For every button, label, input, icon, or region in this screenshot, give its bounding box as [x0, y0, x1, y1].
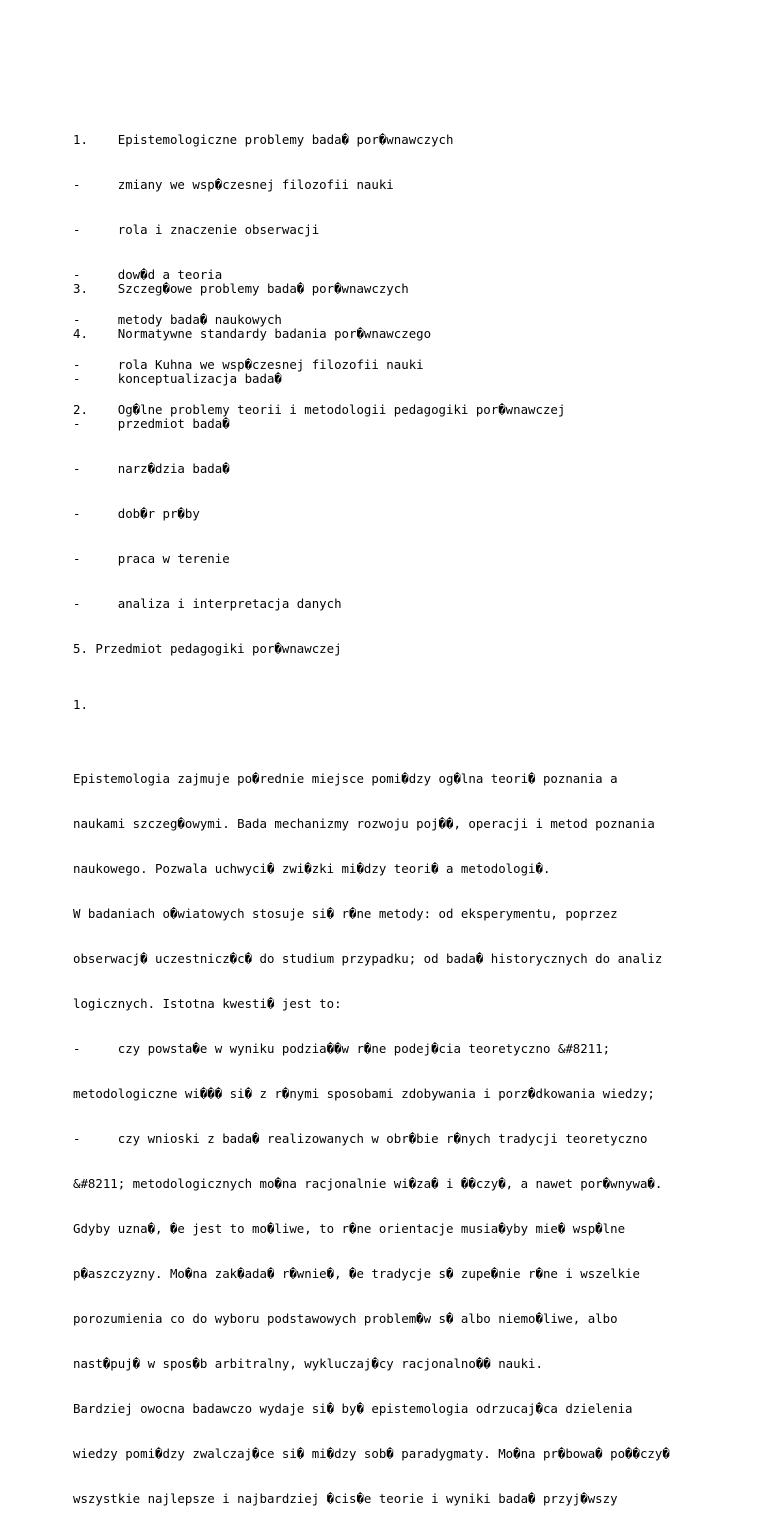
body-line: p�aszczyzny. Mo�na zak�ada� r�wnie�, �e tradycje s� zupe�nie r�ne i wszelkie [73, 1266, 640, 1281]
body-line: W badaniach o�wiatowych stosuje si� r�ne metody: od eksperymentu, poprzez [73, 906, 618, 921]
outline-item: 5. Przedmiot pedagogiki por�wnawczej [73, 641, 342, 656]
body-line: metodologiczne wi��� si� z r�nymi sposobami zdobywania i porz�dkowania wiedzy; [73, 1086, 655, 1101]
outline-item: - analiza i interpretacja danych [73, 596, 342, 611]
outline-item: - praca w terenie [73, 551, 230, 566]
body-line: Bardziej owocna badawczo wydaje si� by� epistemologia odrzucaj�ca dzielenia [73, 1401, 633, 1416]
outline-item: - dob�r pr�by [73, 506, 200, 521]
outline-item: 4. Normatywne standardy badania por�wnawczego [73, 326, 432, 341]
body-line: - czy powsta�e w wyniku podzia��w r�ne podej�cia teoretyczno &#8211; [73, 1041, 611, 1056]
outline-item: - rola i znaczenie obserwacji [73, 222, 320, 237]
outline-item: - metody bada� naukowych [73, 312, 282, 327]
body-line: naukowego. Pozwala uchwyci� zwi�zki mi�dzy teori� a metodologi�. [73, 861, 551, 876]
outline-item: - narz�dzia bada� [73, 461, 230, 476]
body-line: porozumienia co do wyboru podstawowych problem�w s� albo niemo�liwe, albo [73, 1311, 618, 1326]
body-line: - czy wnioski z bada� realizowanych w obr�bie r�nych tradycji teoretyczno [73, 1131, 648, 1146]
outline-item: - zmiany we wsp�czesnej filozofii nauki [73, 177, 394, 192]
section-number: 1. [73, 697, 88, 712]
body-line: wszystkie najlepsze i najbardziej �cis�e teorie i wyniki bada� przyj�wszy [73, 1491, 618, 1506]
body-line: &#8211; metodologicznych mo�na racjonalnie wi�za� i ��czy�, a nawet por�wnywa�. [73, 1176, 663, 1191]
body-text [73, 741, 670, 1536]
outline-middle [73, 251, 431, 686]
outline-item: - dow�d a teoria [73, 267, 223, 282]
body-line: naukami szczeg�owymi. Bada mechanizmy rozwoju poj��, operacji i metod poznania [73, 816, 655, 831]
outline-item: - konceptualizacja bada� [73, 371, 282, 386]
outline-item: 3. Szczeg�owe problemy bada� por�wnawczych [73, 281, 409, 296]
outline-item: - rola Kuhna we wsp�czesnej filozofii nauki [73, 357, 424, 372]
body-line: nast�puj� w spos�b arbitralny, wykluczaj�cy racjonalno�� nauki. [73, 1356, 543, 1371]
body-line: obserwacj� uczestnicz�c� do studium przypadku; od bada� historycznych do analiz [73, 951, 663, 966]
body-line: Epistemologia zajmuje po�rednie miejsce pomi�dzy og�lna teori� poznania a [73, 771, 618, 786]
outline-item: - przedmiot bada� [73, 416, 230, 431]
body-line: logicznych. Istotna kwesti� jest to: [73, 996, 342, 1011]
outline-item: 2. Og�lne problemy teorii i metodologii pedagogiki por�wnawczej [73, 402, 566, 417]
body-line: wiedzy pomi�dzy zwalczaj�ce si� mi�dzy sob� paradygmaty. Mo�na pr�bowa� po��czy� [73, 1446, 670, 1461]
body-line: Gdyby uzna�, �e jest to mo�liwe, to r�ne orientacje musia�yby mie� wsp�lne [73, 1221, 626, 1236]
outline-item: 1. Epistemologiczne problemy bada� por�wnawczych [73, 132, 454, 147]
